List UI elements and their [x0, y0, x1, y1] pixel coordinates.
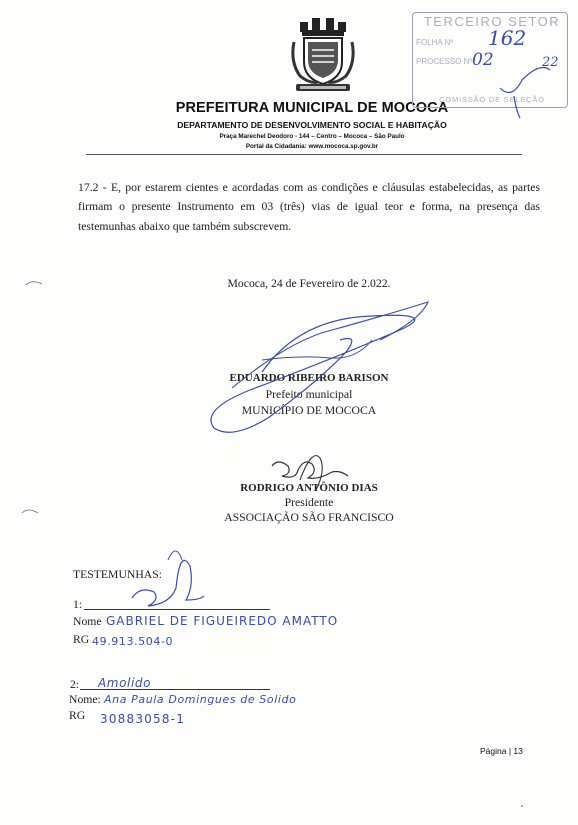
header-department: DEPARTAMENTO DE DESENVOLVIMENTO SOCIAL E HABITAÇÃO — [177, 120, 447, 130]
stamp-title: TERCEIRO SETOR — [423, 14, 561, 29]
signatory2-org: ASSOCIAÇÃO SÃO FRANCISCO — [224, 511, 394, 524]
page-number: Página | 13 — [480, 746, 523, 756]
signature2-stroke-loop — [300, 456, 322, 490]
witness1-signature-loop — [168, 551, 182, 560]
witnesses-label: TESTEMUNHAS: — [73, 568, 162, 581]
signature2-stroke-main — [272, 462, 348, 478]
stamp-bottom-label: COMISSÃO DE SELEÇÃO — [439, 95, 545, 104]
closing-paragraph: 17.2 - E, por estarem cientes e acordadas com as condições e cláusulas estabelecidas, as partes firmam o presente Instrumento em 03 (três) vias de igual teor e forma, na presença das testemunhas abaixo que também subscrevem. — [78, 181, 540, 233]
margin-mark-upper — [26, 282, 42, 285]
header-portal: Portal da Cidadania: www.mococa.sp.gov.br — [245, 143, 379, 150]
witness2-name-label: Nome: — [69, 693, 101, 706]
witness2-rg-value: 30883058-1 — [100, 712, 186, 726]
signatory2-role: Presidente — [284, 496, 334, 509]
stamp-initials-tail — [514, 96, 520, 118]
witness1-name-label: Nome — [73, 615, 102, 628]
witness2-signature: Amolido — [98, 676, 152, 690]
page-dot — [521, 805, 523, 807]
margin-mark-lower — [22, 510, 38, 513]
place-date: Mococa, 24 de Fevereiro de 2.022. — [227, 277, 391, 290]
witness2-number: 2: — [70, 678, 80, 691]
witness2-name-value: Ana Paula Domingues de Solido — [104, 693, 297, 706]
witness1-signature-stroke — [132, 560, 204, 606]
witness1-number: 1: — [73, 598, 83, 611]
header-address: Praça Marechel Deodoro - 144 – Centro – Mococa – São Paulo — [219, 133, 405, 140]
stamp-processo-year: 22 — [542, 55, 559, 70]
signature1-stroke-main — [211, 315, 415, 432]
stamp-processo-value: 02 — [472, 50, 494, 70]
stamp-folha-value: 162 — [488, 26, 527, 50]
stamp-processo-label: PROCESSO Nº — [416, 57, 473, 66]
witness1-rg-value: 49.913.504-0 — [92, 635, 174, 648]
witness2-rg-label: RG — [69, 709, 86, 722]
witness1-rg-label: RG — [73, 633, 90, 646]
stamp-initials-stroke — [500, 68, 550, 93]
stamp-folha-label: FOLHA Nº — [416, 38, 454, 47]
witness1-name-value: GABRIEL DE FIGUEIREDO AMATTO — [106, 614, 339, 628]
signature1-stroke-flourish — [262, 340, 372, 360]
header-title: PREFEITURA MUNICIPAL DE MOCOCA — [175, 100, 449, 116]
signatory2-name: RODRIGO ANTÔNIO DIAS — [240, 482, 378, 494]
signatory1-name: EDUARDO RIBEIRO BARISON — [229, 372, 389, 384]
signatory1-role: Prefeito municipal — [265, 388, 353, 401]
signatory1-org: MUNICÍPIO DE MOCOCA — [241, 404, 377, 417]
